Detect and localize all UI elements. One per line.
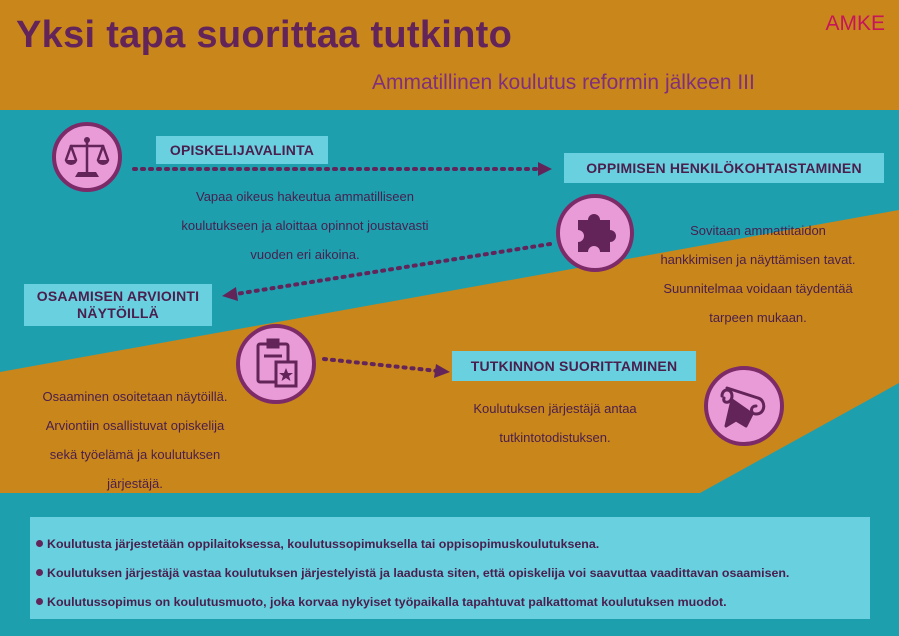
note-item bbox=[36, 558, 866, 587]
label-line: NÄYTÖILLÄ bbox=[77, 305, 159, 321]
note-text: Koulutuksen järjestäjä vastaa koulutuksen järjestelyistä ja laadusta siten, että opiskelija voi saavuttaa vaadittavan osaamisen. bbox=[47, 565, 790, 580]
desc-line: Arviontiin osallistuvat opiskelija bbox=[45, 418, 225, 433]
note-text: Koulutussopimus on koulutusmuoto, joka korvaa nykyiset työpaikalla tapahtuvat palkattomat koulutuksen muodot. bbox=[47, 594, 727, 609]
step-label-opiskelijavalinta: OPISKELIJAVALINTA bbox=[156, 136, 328, 164]
bullet-icon bbox=[36, 569, 43, 576]
desc-line: koulutukseen ja aloittaa opinnot joustavasti bbox=[181, 218, 429, 233]
step-description-4 bbox=[440, 394, 670, 452]
page-subtitle: Ammatillinen koulutus reformin jälkeen III bbox=[372, 71, 755, 94]
desc-line: Koulutuksen järjestäjä antaa bbox=[473, 401, 637, 416]
desc-line: Sovitaan ammattitaidon bbox=[690, 223, 826, 238]
brand-logo: AMKE bbox=[825, 12, 885, 35]
page-title: Yksi tapa suorittaa tutkinto bbox=[16, 14, 513, 56]
desc-line: järjestäjä. bbox=[107, 476, 163, 491]
bullet-icon bbox=[36, 540, 43, 547]
note-item bbox=[36, 529, 866, 558]
desc-line: tutkintotodistuksen. bbox=[499, 430, 611, 445]
scales-icon bbox=[52, 122, 122, 192]
step-description-1 bbox=[140, 182, 470, 269]
step-label-tutkinnon-suorittaminen: TUTKINNON SUORITTAMINEN bbox=[452, 351, 696, 381]
desc-line: Vapaa oikeus hakeutua ammatilliseen bbox=[195, 189, 414, 204]
label-line: OSAAMISEN ARVIOINTI bbox=[36, 288, 200, 304]
step-description-2 bbox=[630, 216, 886, 332]
puzzle-icon bbox=[556, 194, 634, 272]
bullet-icon bbox=[36, 598, 43, 605]
step-description-3 bbox=[4, 382, 266, 498]
note-item bbox=[36, 587, 866, 616]
note-text: Koulutusta järjestetään oppilaitoksessa, koulutussopimuksella tai oppisopimuskoulutuksena. bbox=[47, 536, 600, 551]
desc-line: tarpeen mukaan. bbox=[709, 310, 807, 325]
desc-line: Suunnitelmaa voidaan täydentää bbox=[663, 281, 853, 296]
diploma-icon bbox=[704, 366, 784, 446]
notes-box bbox=[30, 517, 870, 619]
desc-line: hankkimisen ja näyttämisen tavat. bbox=[660, 252, 856, 267]
desc-line: sekä työelämä ja koulutuksen bbox=[49, 447, 221, 462]
step-label-henkilokohtaistaminen: OPPIMISEN HENKILÖKOHTAISTAMINEN bbox=[564, 153, 884, 183]
desc-line: Osaaminen osoitetaan näytöillä. bbox=[42, 389, 228, 404]
step-label-osaamisen-arviointi bbox=[24, 284, 212, 326]
desc-line: vuoden eri aikoina. bbox=[250, 247, 360, 262]
